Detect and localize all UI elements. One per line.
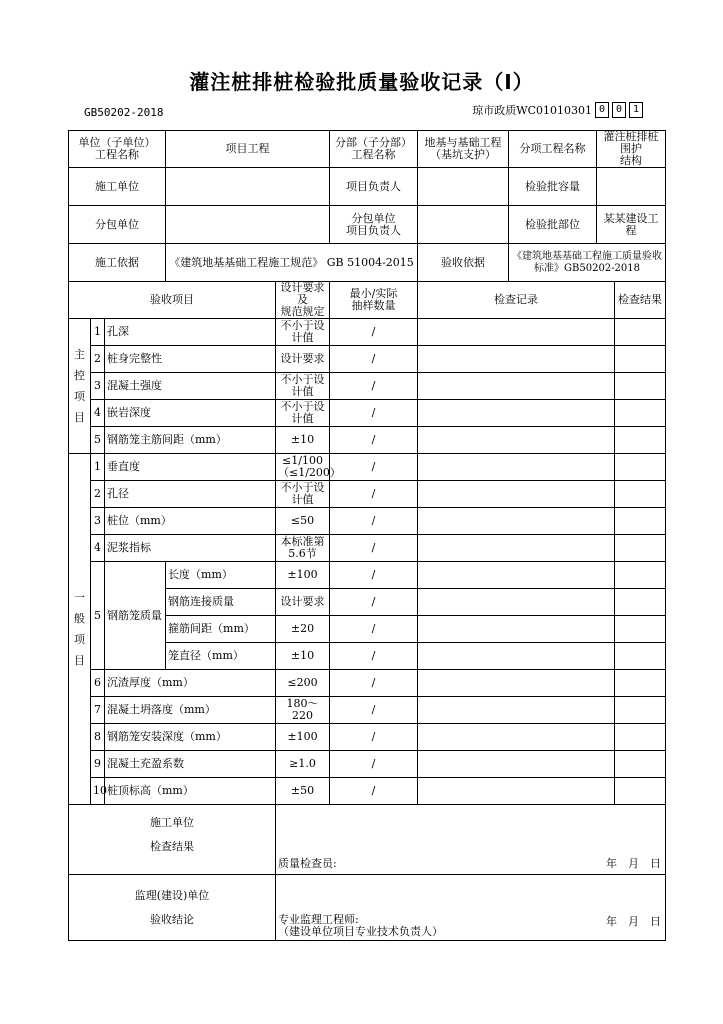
item-no: 7 (91, 697, 105, 724)
basis-label: 施工依据 (69, 244, 166, 282)
part-value: 某某建设工程 (597, 206, 666, 244)
construction-unit-text: 施工单位 (150, 815, 194, 829)
item-result[interactable] (615, 562, 666, 589)
item-result[interactable] (615, 724, 666, 751)
item-name: 混凝土坍落度（mm） (105, 697, 276, 724)
code-box-1: 0 (595, 102, 609, 118)
item-record[interactable] (418, 535, 615, 562)
table-row (69, 724, 666, 751)
cage-subitem-name: 箍筋间距（mm） (166, 616, 276, 643)
division-label: 分部（子分部） 工程名称 (330, 131, 418, 168)
item-req: 不小于设计值 (276, 319, 330, 346)
table-row (69, 427, 666, 454)
item-sample: / (330, 751, 418, 778)
col-record-header: 检查记录 (418, 282, 615, 319)
item-req: 180～220 (276, 697, 330, 724)
item-req: ±100 (276, 562, 330, 589)
item-result[interactable] (615, 481, 666, 508)
table-row (69, 454, 666, 481)
item-result[interactable] (615, 751, 666, 778)
table-row (69, 778, 666, 805)
item-sample: / (330, 346, 418, 373)
item-result[interactable] (615, 400, 666, 427)
item-name: 钢筋笼主筋间距（mm） (105, 427, 276, 454)
item-sample: / (330, 697, 418, 724)
item-sample: / (330, 562, 418, 589)
item-no: 1 (91, 454, 105, 481)
item-req: ±20 (276, 616, 330, 643)
item-sample: / (330, 724, 418, 751)
standard-code: GB50202-2018 (84, 106, 164, 119)
item-req: ±100 (276, 724, 330, 751)
form-code (472, 102, 643, 118)
capacity-label: 检验批容量 (509, 168, 597, 206)
construction-check-label (69, 805, 276, 875)
item-sample: / (330, 778, 418, 805)
item-req: 本标准第5.6节 (276, 535, 330, 562)
pm-label: 项目负责人 (330, 168, 418, 206)
item-record[interactable] (418, 643, 615, 670)
item-record[interactable] (418, 427, 615, 454)
table-row (69, 319, 666, 346)
item-no: 4 (91, 400, 105, 427)
col-sample-header: 最小/实际 抽样数量 (330, 282, 418, 319)
item-record[interactable] (418, 724, 615, 751)
quality-inspector-label: 质量检查员: (278, 857, 337, 870)
item-sample: / (330, 535, 418, 562)
item-name: 桩身完整性 (105, 346, 276, 373)
item-no: 3 (91, 508, 105, 535)
table-row (69, 670, 666, 697)
code-box-2: 0 (612, 102, 626, 118)
item-sample: / (330, 481, 418, 508)
item-no: 2 (91, 346, 105, 373)
item-sample: / (330, 373, 418, 400)
item-result[interactable] (615, 427, 666, 454)
unit-name-label: 单位（子单位） 工程名称 (69, 131, 166, 168)
subitem-value: 灌注桩排桩围护 结构 (597, 131, 666, 168)
item-record[interactable] (418, 481, 615, 508)
item-req: ±50 (276, 778, 330, 805)
subcontractor-label: 分包单位 (69, 206, 166, 244)
table-row (69, 751, 666, 778)
item-name: 孔深 (105, 319, 276, 346)
contractor-label: 施工单位 (69, 168, 166, 206)
item-req: 不小于设计值 (276, 481, 330, 508)
code-box-3: 1 (629, 102, 643, 118)
item-result[interactable] (615, 616, 666, 643)
subitem-label: 分项工程名称 (509, 131, 597, 168)
item-sample: / (330, 670, 418, 697)
item-req: 不小于设计值 (276, 400, 330, 427)
supervision-unit-text: 监理(建设)单位 (134, 888, 210, 902)
item-record[interactable] (418, 670, 615, 697)
item-name: 泥浆指标 (105, 535, 276, 562)
main-control-label: 主 控 项 目 (69, 319, 91, 454)
item-record[interactable] (418, 562, 615, 589)
item-req: 不小于设计值 (276, 373, 330, 400)
page-title: 灌注桩排桩检验批质量验收记录（Ⅰ） (189, 70, 534, 94)
part-label: 检验批部位 (509, 206, 597, 244)
item-no: 8 (91, 724, 105, 751)
item-sample: / (330, 400, 418, 427)
pm-value (418, 168, 509, 206)
item-no: 5 (91, 427, 105, 454)
table-row (69, 508, 666, 535)
item-record[interactable] (418, 454, 615, 481)
item-result[interactable] (615, 346, 666, 373)
cage-quality-label: 钢筋笼质量 (105, 562, 166, 670)
item-name: 钢筋笼安装深度（mm） (105, 724, 276, 751)
item-no: 4 (91, 535, 105, 562)
item-sample: / (330, 454, 418, 481)
acceptance-conclusion-text: 验收结论 (150, 912, 194, 926)
contractor-value (166, 168, 330, 206)
item-result[interactable] (615, 643, 666, 670)
item-name: 桩位（mm） (105, 508, 276, 535)
item-record[interactable] (418, 319, 615, 346)
sub-pm-label: 分包单位 项目负责人 (330, 206, 418, 244)
item-record[interactable] (418, 589, 615, 616)
item-no: 2 (91, 481, 105, 508)
col-result-header: 检查结果 (615, 282, 666, 319)
item-result[interactable] (615, 373, 666, 400)
check-result-text: 检查结果 (150, 839, 194, 853)
col-req-header: 设计要求及 规范规定 (276, 282, 330, 319)
table-row (69, 562, 666, 589)
item-name: 垂直度 (105, 454, 276, 481)
item-req: ≥1.0 (276, 751, 330, 778)
item-sample: / (330, 427, 418, 454)
inspection-table (68, 130, 666, 941)
item-sample: / (330, 643, 418, 670)
cage-subitem-name: 长度（mm） (166, 562, 276, 589)
acceptance-basis-label: 验收依据 (418, 244, 509, 282)
item-no: 10 (91, 778, 105, 805)
item-result[interactable] (615, 535, 666, 562)
item-no: 5 (91, 562, 105, 670)
form-code-prefix: 琼市政质WC01010301 (472, 104, 592, 117)
item-req: ±10 (276, 643, 330, 670)
general-items-label: 一 般 项 目 (69, 454, 91, 805)
item-req: 设计要求 (276, 589, 330, 616)
item-name: 沉渣厚度（mm） (105, 670, 276, 697)
col-item-header: 验收项目 (69, 282, 276, 319)
sub-pm-value (418, 206, 509, 244)
item-result[interactable] (615, 589, 666, 616)
item-req: ≤1/100 （≤1/200） (276, 454, 330, 481)
supervision-date: 年 月 日 (606, 915, 662, 928)
table-row (69, 346, 666, 373)
capacity-value (597, 168, 666, 206)
supervision-area[interactable] (276, 875, 666, 941)
item-sample: / (330, 508, 418, 535)
unit-name-value: 项目工程 (166, 131, 330, 168)
item-req: ±10 (276, 427, 330, 454)
item-name: 混凝土强度 (105, 373, 276, 400)
supervision-label (69, 875, 276, 941)
item-name: 孔径 (105, 481, 276, 508)
table-row (69, 697, 666, 724)
item-result[interactable] (615, 454, 666, 481)
item-result[interactable] (615, 319, 666, 346)
construction-check-area[interactable] (276, 805, 666, 875)
table-row (69, 481, 666, 508)
item-req: 设计要求 (276, 346, 330, 373)
item-sample: / (330, 616, 418, 643)
item-no: 9 (91, 751, 105, 778)
division-value: 地基与基础工程 （基坑支护） (418, 131, 509, 168)
item-no: 6 (91, 670, 105, 697)
basis-value: 《建筑地基基础工程施工规范》 GB 51004-2015 (166, 244, 418, 282)
item-record[interactable] (418, 373, 615, 400)
acceptance-basis-value: 《建筑地基基础工程施工质量验收标准》GB50202-2018 (509, 244, 666, 282)
item-sample: / (330, 319, 418, 346)
item-record[interactable] (418, 697, 615, 724)
subcontractor-value (166, 206, 330, 244)
table-row (69, 373, 666, 400)
item-no: 3 (91, 373, 105, 400)
item-record[interactable] (418, 400, 615, 427)
cage-subitem-name: 钢筋连接质量 (166, 589, 276, 616)
item-result[interactable] (615, 508, 666, 535)
item-record[interactable] (418, 751, 615, 778)
item-result[interactable] (615, 778, 666, 805)
table-row (69, 400, 666, 427)
item-req: ≤200 (276, 670, 330, 697)
item-record[interactable] (418, 346, 615, 373)
item-name: 嵌岩深度 (105, 400, 276, 427)
item-sample: / (330, 589, 418, 616)
item-name: 混凝土充盈系数 (105, 751, 276, 778)
item-result[interactable] (615, 670, 666, 697)
item-no: 1 (91, 319, 105, 346)
supervising-engineer-label: 专业监理工程师: （建设单位项目专业技术负责人） (278, 913, 444, 938)
item-name: 桩顶标高（mm） (105, 778, 276, 805)
table-row (69, 535, 666, 562)
cage-subitem-name: 笼直径（mm） (166, 643, 276, 670)
item-result[interactable] (615, 697, 666, 724)
item-record[interactable] (418, 508, 615, 535)
item-record[interactable] (418, 616, 615, 643)
construction-date: 年 月 日 (606, 857, 662, 870)
item-record[interactable] (418, 778, 615, 805)
item-req: ≤50 (276, 508, 330, 535)
